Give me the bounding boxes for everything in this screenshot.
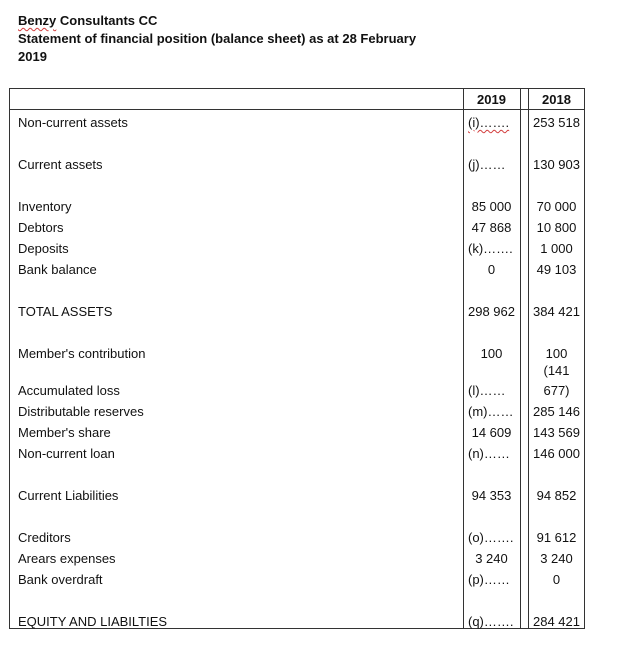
value-2018: 91 612 [536,530,577,545]
row-label: Debtors [18,220,64,235]
value-2019: (k)……. [468,241,513,256]
table-row-distributable-reserves [0,402,625,421]
table-row-members-share [0,423,625,442]
value-2019: 94 353 [471,488,512,503]
value-2018: 284 421 [533,614,580,629]
value-2019: 47 868 [471,220,512,235]
value-2019: 100 [480,346,503,361]
row-label: Current assets [18,157,103,172]
accumulated-loss-2018-line1: (141 [543,363,570,378]
table-row-current-assets [0,155,625,174]
value-2018: 0 [552,572,561,587]
header-row-divider [9,109,585,110]
value-2019: (m)…… [468,404,514,419]
value-2018: 10 800 [536,220,577,235]
value-2018: 3 240 [540,551,573,566]
row-label: Inventory [18,199,72,214]
value-2019: (i)……. [468,115,510,130]
table-row-accumulated-loss [0,381,625,400]
table-row-members-contribution [0,344,625,363]
value-2019: (l)…… [468,383,506,398]
value-2018: 384 421 [533,304,580,319]
value-2018: 100 [545,346,568,361]
table-row-non-current-loan [0,444,625,463]
table-row-bank-overdraft [0,570,625,589]
value-2018: 130 903 [533,157,580,172]
row-label: EQUITY AND LIABILTIES [18,614,168,629]
value-2019: 3 240 [475,551,508,566]
value-2019: (j)…… [468,157,506,172]
table-row-deposits [0,239,625,258]
table-row-bank-balance [0,260,625,279]
table-row-inventory [0,197,625,216]
statement-title-line2: 2019 [18,49,47,64]
value-2019: 0 [487,262,496,277]
table-row-arears-expenses [0,549,625,568]
column-header-2018: 2018 [542,92,571,107]
value-2019: 14 609 [471,425,512,440]
value-2019: (q)……. [468,614,514,629]
table-row-debtors [0,218,625,237]
value-2018: 146 000 [533,446,580,461]
value-2018: 677) [543,383,570,398]
row-label: Bank overdraft [18,572,103,587]
company-name-first-word: Benzy [18,13,57,28]
table-row-equity-and-liabilities [0,612,625,631]
table-row-current-liabilities [0,486,625,505]
column-header-2019: 2019 [477,92,506,107]
value-2018: 285 146 [533,404,580,419]
row-label: TOTAL ASSETS [18,304,113,319]
value-2018: 143 569 [533,425,580,440]
value-2019: 85 000 [471,199,512,214]
value-2018: 49 103 [536,262,577,277]
row-label: Current Liabilities [18,488,119,503]
value-2019: (n)…… [468,446,510,461]
row-label: Accumulated loss [18,383,120,398]
row-label: Non-current loan [18,446,115,461]
value-2019: (o)……. [468,530,514,545]
table-row-non-current-assets [0,113,625,132]
row-label: Arears expenses [18,551,116,566]
document-header [18,12,578,66]
table-row-total-assets [0,302,625,321]
row-label: Creditors [18,530,71,545]
value-2018: 1 000 [540,241,573,256]
row-label: Member's contribution [18,346,146,361]
row-label: Member's share [18,425,111,440]
table-row-creditors [0,528,625,547]
value-2018: 70 000 [536,199,577,214]
value-2019: 298 962 [468,304,515,319]
row-label: Non-current assets [18,115,128,130]
company-name-rest: Consultants CC [56,13,158,28]
row-label: Deposits [18,241,69,256]
row-label: Bank balance [18,262,97,277]
statement-title-line1: Statement of financial position (balance sheet) as at 28 February [18,31,417,46]
company-name [18,12,578,30]
value-2019: (p)…… [468,572,510,587]
value-2018: 253 518 [533,115,580,130]
value-2018: 94 852 [536,488,577,503]
row-label: Distributable reserves [18,404,144,419]
